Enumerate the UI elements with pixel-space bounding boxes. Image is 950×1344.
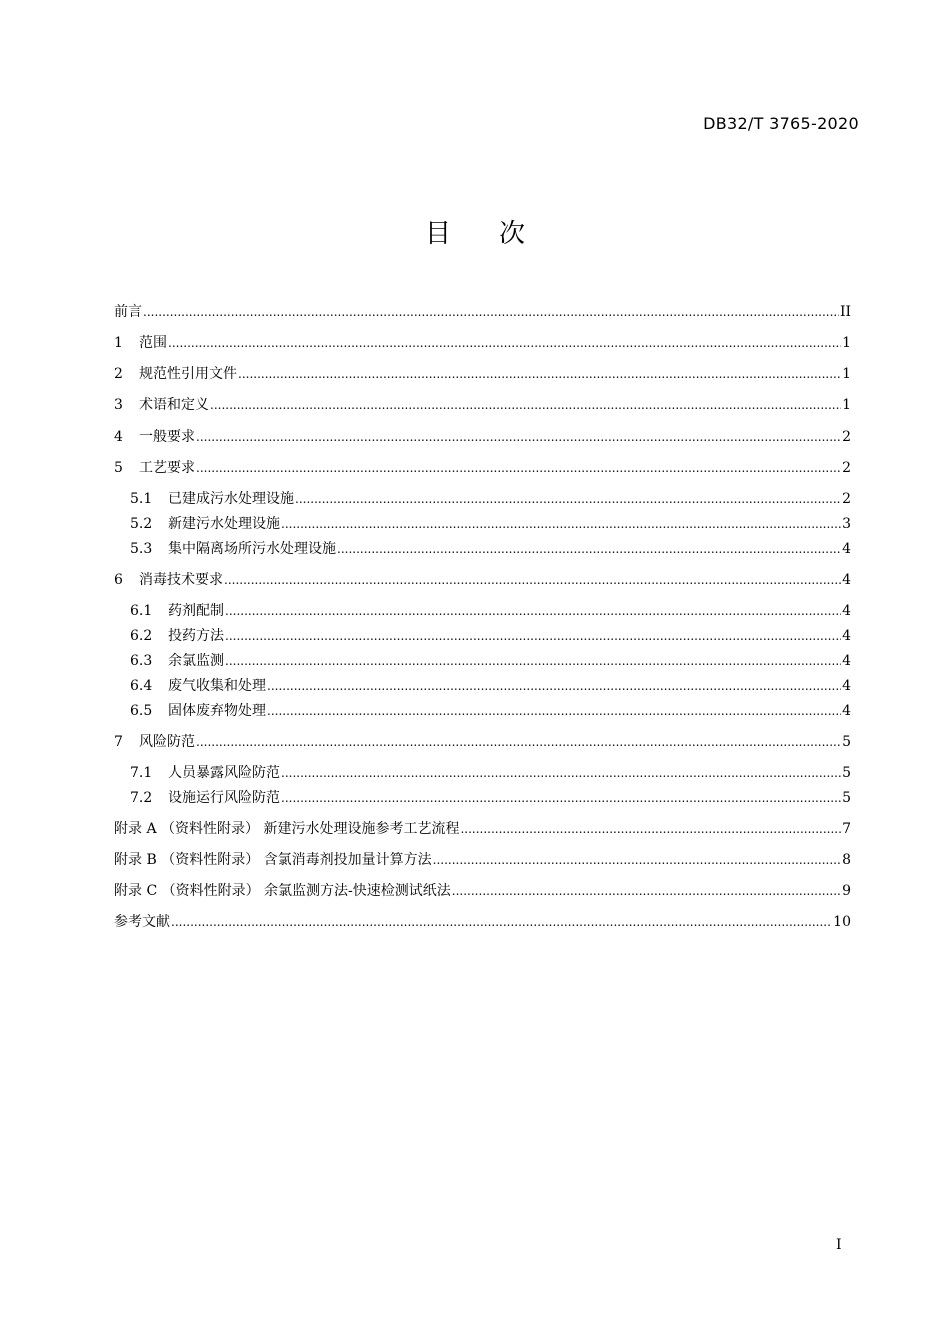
toc-entry-references[interactable] (114, 913, 851, 931)
toc-entry-number: 4 (114, 429, 123, 445)
toc-entry-label: 参考文献 (114, 914, 170, 930)
toc-entry-6-4[interactable] (130, 677, 851, 695)
toc-leader-dots (168, 334, 841, 352)
toc-entry-appendix-c[interactable] (114, 882, 851, 900)
toc-entry-label: 一般要求 (139, 429, 195, 445)
toc-entry-5-2[interactable] (130, 515, 851, 533)
toc-leader-dots (196, 459, 841, 477)
toc-entry-number: 6.5 (130, 703, 153, 719)
toc-leader-dots (196, 733, 841, 751)
toc-entry-6[interactable] (114, 571, 851, 589)
toc-entry-label: 集中隔离场所污水处理设施 (168, 541, 336, 557)
toc-entry-6-2[interactable] (130, 627, 851, 645)
toc-entry-2[interactable] (114, 365, 851, 383)
toc-entry-page: 1 (842, 397, 851, 413)
toc-entry-6-3[interactable] (130, 652, 851, 670)
toc-entry-label: 术语和定义 (139, 397, 209, 413)
toc-entry-label: 附录 B （资料性附录） 含氯消毒剂投加量计算方法 (114, 852, 432, 868)
toc-entry-label: 工艺要求 (139, 460, 195, 476)
toc-entry-number: 7.2 (130, 790, 153, 806)
toc-entry-5-3[interactable] (130, 540, 851, 558)
toc-entry-page: 5 (842, 734, 851, 750)
toc-leader-dots (210, 396, 841, 414)
toc-entry-number: 5.2 (130, 516, 153, 532)
toc-entry-number: 7.1 (130, 765, 153, 781)
toc-entry-6-5[interactable] (130, 702, 851, 720)
page-number: I (836, 1237, 842, 1253)
toc-leader-dots (460, 820, 841, 838)
toc-leader-dots (196, 428, 841, 446)
toc-entry-label: 新建污水处理设施 (168, 516, 280, 532)
page-title (0, 213, 950, 250)
toc-entry-page: 7 (842, 821, 851, 837)
toc-entry-number: 5.3 (130, 541, 153, 557)
toc-entry-number: 6 (114, 572, 123, 588)
toc-entry-label: 消毒技术要求 (139, 572, 223, 588)
toc-entry-label: 人员暴露风险防范 (168, 765, 280, 781)
toc-entry-4[interactable] (114, 428, 851, 446)
toc-entry-page: 4 (842, 678, 851, 694)
toc-entry-page: II (839, 304, 851, 320)
toc-entry-number: 6.3 (130, 653, 153, 669)
toc-entry-label: 投药方法 (168, 628, 224, 644)
toc-entry-label: 前言 (114, 304, 142, 320)
toc-leader-dots (295, 490, 841, 508)
toc-entry-page: 4 (842, 603, 851, 619)
toc-entry-page: 3 (842, 516, 851, 532)
toc-entry-page: 4 (842, 653, 851, 669)
toc-entry-appendix-a[interactable] (114, 820, 851, 838)
toc-entry-number: 5.1 (130, 491, 153, 507)
toc-entry-7-1[interactable] (130, 764, 851, 782)
toc-entry-label: 规范性引用文件 (139, 366, 237, 382)
toc-entry-label: 固体废弃物处理 (168, 703, 266, 719)
toc-entry-page: 9 (842, 883, 851, 899)
toc-entry-6-1[interactable] (130, 602, 851, 620)
toc-entry-number: 5 (114, 460, 123, 476)
toc-entry-number: 3 (114, 397, 123, 413)
toc-entry-7[interactable] (114, 733, 851, 751)
toc-entry-page: 4 (842, 572, 851, 588)
toc-entry-number: 6.2 (130, 628, 153, 644)
toc-entry-page: 1 (842, 335, 851, 351)
toc-entry-3[interactable] (114, 396, 851, 414)
toc-leader-dots (238, 365, 841, 383)
toc-entry-appendix-b[interactable] (114, 851, 851, 869)
toc-leader-dots (171, 913, 832, 931)
toc-leader-dots (267, 677, 841, 695)
title-char-1: 目 (424, 219, 451, 249)
toc-entry-page: 4 (842, 703, 851, 719)
toc-entry-page: 1 (842, 366, 851, 382)
toc-entry-label: 药剂配制 (168, 603, 224, 619)
document-code: DB32/T 3765-2020 (703, 114, 859, 133)
toc-entry-5-1[interactable] (130, 490, 851, 508)
toc-leader-dots (267, 702, 841, 720)
toc-entry-label: 废气收集和处理 (168, 678, 266, 694)
toc-entry-number: 6.1 (130, 603, 153, 619)
toc-leader-dots (337, 540, 841, 558)
toc-entry-label: 范围 (139, 335, 167, 351)
toc-entry-foreword[interactable] (114, 303, 851, 321)
toc-entry-page: 4 (842, 541, 851, 557)
toc-entry-number: 1 (114, 335, 123, 351)
toc-entry-page: 5 (842, 765, 851, 781)
toc-leader-dots (224, 571, 841, 589)
toc-leader-dots (143, 303, 839, 321)
toc-leader-dots (452, 882, 841, 900)
toc-entry-page: 10 (833, 914, 851, 930)
toc-entry-page: 2 (842, 491, 851, 507)
toc-leader-dots (225, 627, 841, 645)
toc-leader-dots (281, 764, 841, 782)
toc-entry-label: 附录 A （资料性附录） 新建污水处理设施参考工艺流程 (114, 821, 460, 837)
toc-leader-dots (281, 789, 841, 807)
toc-entry-label: 余氯监测 (168, 653, 224, 669)
toc-entry-page: 5 (842, 790, 851, 806)
toc-entry-7-2[interactable] (130, 789, 851, 807)
toc-entry-page: 2 (842, 429, 851, 445)
toc-entry-number: 7 (114, 734, 123, 750)
toc-leader-dots (225, 602, 841, 620)
toc-entry-label: 设施运行风险防范 (168, 790, 280, 806)
toc-entry-5[interactable] (114, 459, 851, 477)
title-char-2: 次 (499, 219, 526, 249)
toc-entry-page: 4 (842, 628, 851, 644)
toc-entry-number: 6.4 (130, 678, 153, 694)
toc-entry-page: 8 (842, 852, 851, 868)
toc-entry-number: 2 (114, 366, 123, 382)
toc-entry-label: 已建成污水处理设施 (168, 491, 294, 507)
toc-leader-dots (433, 851, 841, 869)
toc-leader-dots (225, 652, 841, 670)
toc-leader-dots (281, 515, 841, 533)
toc-entry-page: 2 (842, 460, 851, 476)
toc-entry-label: 风险防范 (139, 734, 195, 750)
toc-entry-1[interactable] (114, 334, 851, 352)
toc-entry-label: 附录 C （资料性附录） 余氯监测方法-快速检测试纸法 (114, 883, 451, 899)
